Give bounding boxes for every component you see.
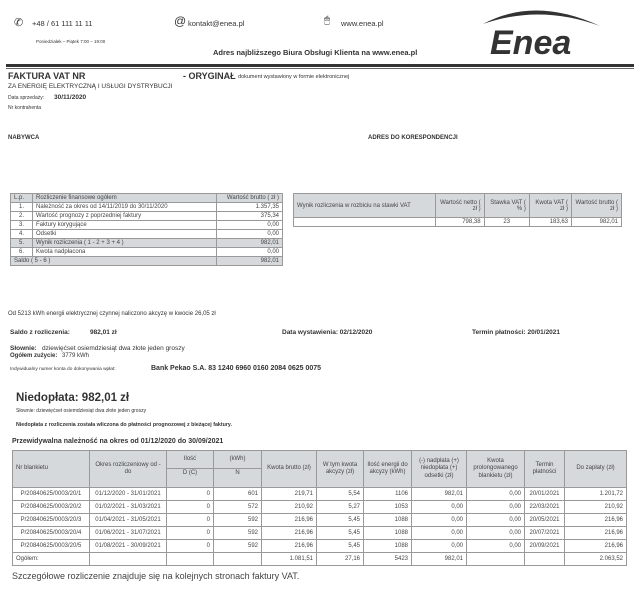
cell: 27,16 bbox=[317, 553, 364, 566]
cell: 0,00 bbox=[412, 501, 467, 514]
table-header bbox=[294, 194, 622, 218]
col-header: W tym kwota akcyzy (zł) bbox=[317, 451, 364, 488]
col-header: Okres rozliczeniowy od - do bbox=[90, 451, 167, 488]
cell: Należność za okres od 14/11/2019 do 30/11/2020 bbox=[33, 203, 217, 212]
table-row bbox=[13, 488, 627, 501]
table-header bbox=[13, 451, 627, 469]
cell: 22/03/2021 bbox=[525, 501, 565, 514]
cell: P/20840625/0003/20/4 bbox=[13, 527, 90, 540]
header-divider bbox=[6, 64, 634, 69]
cell: 5,45 bbox=[317, 514, 364, 527]
table-row bbox=[13, 527, 627, 540]
col-header: D (C) bbox=[167, 469, 214, 488]
cell: 01/08/2021 - 30/09/2021 bbox=[90, 540, 167, 553]
enea-logo bbox=[480, 4, 605, 59]
cell: Wynik rozliczenia ( 1 - 2 + 3 + 4 ) bbox=[33, 239, 217, 248]
cell: 20/09/2021 bbox=[525, 540, 565, 553]
cell: Kwota nadpłacona bbox=[33, 248, 217, 257]
cell: 798,38 bbox=[436, 218, 485, 227]
at-icon: @ bbox=[174, 14, 187, 28]
cell: Odsetki bbox=[33, 230, 217, 239]
table-row bbox=[13, 501, 627, 514]
cell: 216,96 bbox=[565, 540, 627, 553]
cell: 01/02/2021 - 31/03/2021 bbox=[90, 501, 167, 514]
cell: 3. bbox=[11, 221, 33, 230]
cell: 0 bbox=[167, 501, 214, 514]
original-label: - ORYGINAŁ bbox=[183, 71, 236, 81]
cell: 0 bbox=[167, 488, 214, 501]
col-header: Wartość brutto ( zł ) bbox=[217, 194, 283, 203]
cell: 5,54 bbox=[317, 488, 364, 501]
usage-value: 3779 kWh bbox=[62, 353, 90, 359]
col-header: Wynik rozliczenia w rozbiciu na stawki VAT bbox=[294, 194, 436, 218]
cell: Wartość prognozy z poprzedniej faktury bbox=[33, 212, 217, 221]
cell: 01/06/2021 - 31/07/2021 bbox=[90, 527, 167, 540]
cell: 0,00 bbox=[217, 248, 283, 257]
cell: 20/07/2021 bbox=[525, 527, 565, 540]
col-header: Wartość brutto ( zł ) bbox=[572, 194, 622, 218]
forecast-table bbox=[12, 450, 627, 566]
cell: 0 bbox=[167, 514, 214, 527]
cell: 20/05/2021 bbox=[525, 514, 565, 527]
cell: 2.063,52 bbox=[565, 553, 627, 566]
contractor-label: Nr kontrahenta bbox=[8, 105, 42, 111]
table-row bbox=[11, 248, 283, 257]
phone-number: +48 / 61 111 11 11 bbox=[32, 19, 93, 28]
underpayment-title: Niedopłata: 982,01 zł bbox=[16, 392, 130, 404]
cell: 592 bbox=[214, 540, 262, 553]
usage-label: Ogółem zużycie: bbox=[10, 353, 58, 359]
table-row bbox=[11, 239, 283, 248]
col-header: Wartość netto ( zł ) bbox=[436, 194, 485, 218]
cell: 592 bbox=[214, 527, 262, 540]
vat-table bbox=[293, 193, 622, 227]
cell: 0,00 bbox=[467, 501, 525, 514]
issue-date: Data wystawienia: 02/12/2020 bbox=[282, 329, 373, 336]
sale-date: 30/11/2020 bbox=[54, 94, 87, 101]
col-header: Stawka VAT ( % ) bbox=[484, 194, 529, 218]
col-header: L.p. bbox=[11, 194, 33, 203]
cell: 5423 bbox=[364, 553, 412, 566]
saldo-value: 982,01 bbox=[217, 257, 283, 266]
cell: 1088 bbox=[364, 527, 412, 540]
col-header: Kwota prolongowanego blankietu (zł) bbox=[467, 451, 525, 488]
col-header: Kwota brutto (zł) bbox=[262, 451, 317, 488]
col-header: Ilość energii do akcyzy (kWh) bbox=[364, 451, 412, 488]
account-label: Indywidualny numer konta do dokonywania wpłat: bbox=[10, 367, 116, 372]
cell: 1.357,35 bbox=[217, 203, 283, 212]
forecast-title: Przewidywalna należność na okres od 01/12/2020 do 30/09/2021 bbox=[12, 438, 224, 445]
table-row bbox=[11, 221, 283, 230]
due-date: Termin płatności: 20/01/2021 bbox=[472, 329, 561, 336]
sale-date-label: Data sprzedaży: bbox=[8, 95, 45, 101]
cell: 216,96 bbox=[565, 514, 627, 527]
cell: Faktury korygujące bbox=[33, 221, 217, 230]
cell: 5,45 bbox=[317, 540, 364, 553]
cell: 982,01 bbox=[412, 488, 467, 501]
svg-text:Enea: Enea bbox=[490, 24, 572, 59]
total-row bbox=[13, 553, 627, 566]
underpayment-note: Niedopłata z rozliczenia została wliczona do płatności prognozowej z bieżącej faktury. bbox=[16, 422, 232, 428]
cell: 601 bbox=[214, 488, 262, 501]
buyer-label: NABYWCA bbox=[8, 135, 40, 141]
cell: 982,01 bbox=[412, 553, 467, 566]
col-header: Nr blankietu bbox=[13, 451, 90, 488]
invoice-subtitle: ZA ENERGIĘ ELEKTRYCZNĄ I USŁUGI DYSTRYBUCJI bbox=[8, 83, 173, 90]
cell: 23 bbox=[484, 218, 529, 227]
col-header: Rozliczenie finansowe ogółem bbox=[33, 194, 217, 203]
phone-icon: ✆ bbox=[14, 17, 24, 29]
cell: 0,00 bbox=[412, 527, 467, 540]
cell: 375,34 bbox=[217, 212, 283, 221]
underpayment-words: Słownie: dziewięćset osiemdziesiąt dwa złote jeden groszy bbox=[16, 408, 147, 414]
cell: 216,96 bbox=[565, 527, 627, 540]
cell bbox=[214, 553, 262, 566]
cell: P/20840625/0003/20/5 bbox=[13, 540, 90, 553]
table-row bbox=[11, 203, 283, 212]
cell: 0,00 bbox=[412, 514, 467, 527]
col-header: Ilość bbox=[167, 451, 214, 469]
cell: 6. bbox=[11, 248, 33, 257]
saldo-label: Saldo ( 5 - 6 ) bbox=[11, 257, 217, 266]
saldo-row bbox=[11, 257, 283, 266]
cell: 0,00 bbox=[467, 527, 525, 540]
cell: P/20840625/0003/20/3 bbox=[13, 514, 90, 527]
cell: 0,00 bbox=[467, 540, 525, 553]
cell: 0,00 bbox=[467, 488, 525, 501]
cell: 183,63 bbox=[529, 218, 571, 227]
cell bbox=[467, 553, 525, 566]
cell: 1. bbox=[11, 203, 33, 212]
account-number: Bank Pekao S.A. 83 1240 6960 0160 2084 0625 0075 bbox=[151, 365, 322, 372]
original-note: dokument wystawiony w formie elektronicznej bbox=[238, 74, 350, 80]
table-row bbox=[294, 218, 622, 227]
col-header: Kwota VAT ( zł ) bbox=[529, 194, 571, 218]
table-row bbox=[13, 540, 627, 553]
col-header: Do zapłaty (zł) bbox=[565, 451, 627, 488]
cell: Ogółem: bbox=[13, 553, 90, 566]
cell: 0,00 bbox=[412, 540, 467, 553]
words-label: Słownie: bbox=[10, 345, 37, 352]
cell bbox=[294, 218, 436, 227]
settlement-table bbox=[10, 193, 283, 266]
cell: 216,96 bbox=[262, 527, 317, 540]
cell: 4. bbox=[11, 230, 33, 239]
hours: Poniedziałek – Piątek 7:00 – 19:00 bbox=[36, 39, 106, 44]
table-row bbox=[11, 230, 283, 239]
cell: 216,96 bbox=[262, 540, 317, 553]
saldo-summary-label: Saldo z rozliczenia: bbox=[10, 329, 70, 336]
cell: P/20840625/0003/20/1 bbox=[13, 488, 90, 501]
col-header: N bbox=[214, 469, 262, 488]
excise-note: Od 5213 kWh energii elektrycznej czynnej naliczono akcyzę w kwocie 26,05 zł bbox=[8, 311, 216, 317]
cell: 5,45 bbox=[317, 527, 364, 540]
words-value: dziewięćset osiemdziesiąt dwa złote jeden groszy bbox=[42, 345, 185, 352]
col-header: Termin płatności bbox=[525, 451, 565, 488]
mouse-icon: 🖱 bbox=[324, 15, 330, 26]
footer-note: Szczegółowe rozliczenie znajduje się na kolejnych stronach faktury VAT. bbox=[12, 571, 300, 581]
cell: 1106 bbox=[364, 488, 412, 501]
cell: 1.081,51 bbox=[262, 553, 317, 566]
cell: 0,00 bbox=[467, 514, 525, 527]
cell: 01/12/2020 - 31/01/2021 bbox=[90, 488, 167, 501]
cell: 572 bbox=[214, 501, 262, 514]
cell: 2. bbox=[11, 212, 33, 221]
cell: 1.201,72 bbox=[565, 488, 627, 501]
cell: 0,00 bbox=[217, 221, 283, 230]
cell: P/20840625/0003/20/2 bbox=[13, 501, 90, 514]
cell: 219,71 bbox=[262, 488, 317, 501]
table-header bbox=[11, 194, 283, 203]
cell: 0 bbox=[167, 540, 214, 553]
cell: 5,27 bbox=[317, 501, 364, 514]
cell: 1053 bbox=[364, 501, 412, 514]
cell: 0,00 bbox=[217, 230, 283, 239]
table-row bbox=[13, 514, 627, 527]
cell: 982,01 bbox=[217, 239, 283, 248]
website-link[interactable]: www.enea.pl bbox=[341, 19, 384, 28]
cell: 01/04/2021 - 31/05/2021 bbox=[90, 514, 167, 527]
cell: 1088 bbox=[364, 514, 412, 527]
cell bbox=[525, 553, 565, 566]
cell: 0 bbox=[167, 527, 214, 540]
cell bbox=[90, 553, 167, 566]
email-link[interactable]: kontakt@enea.pl bbox=[188, 19, 245, 28]
table-row bbox=[11, 212, 283, 221]
cell: 20/01/2021 bbox=[525, 488, 565, 501]
invoice-title: FAKTURA VAT NR bbox=[8, 71, 86, 81]
cell: 592 bbox=[214, 514, 262, 527]
cell: 982,01 bbox=[572, 218, 622, 227]
correspondence-label: ADRES DO KORESPONDENCJI bbox=[368, 135, 458, 141]
col-header: (-) nadpłata (+) niedopłata (+) odsetki (zł) bbox=[412, 451, 467, 488]
saldo-summary-value: 982,01 zł bbox=[90, 329, 117, 336]
cell: 5. bbox=[11, 239, 33, 248]
cell: 210,92 bbox=[565, 501, 627, 514]
cell: 1088 bbox=[364, 540, 412, 553]
office-note: Adres najbliższego Biura Obsługi Klienta na www.enea.pl bbox=[213, 48, 418, 57]
cell: 216,96 bbox=[262, 514, 317, 527]
cell: 210,92 bbox=[262, 501, 317, 514]
cell bbox=[167, 553, 214, 566]
col-header: (kWh) bbox=[214, 451, 262, 469]
